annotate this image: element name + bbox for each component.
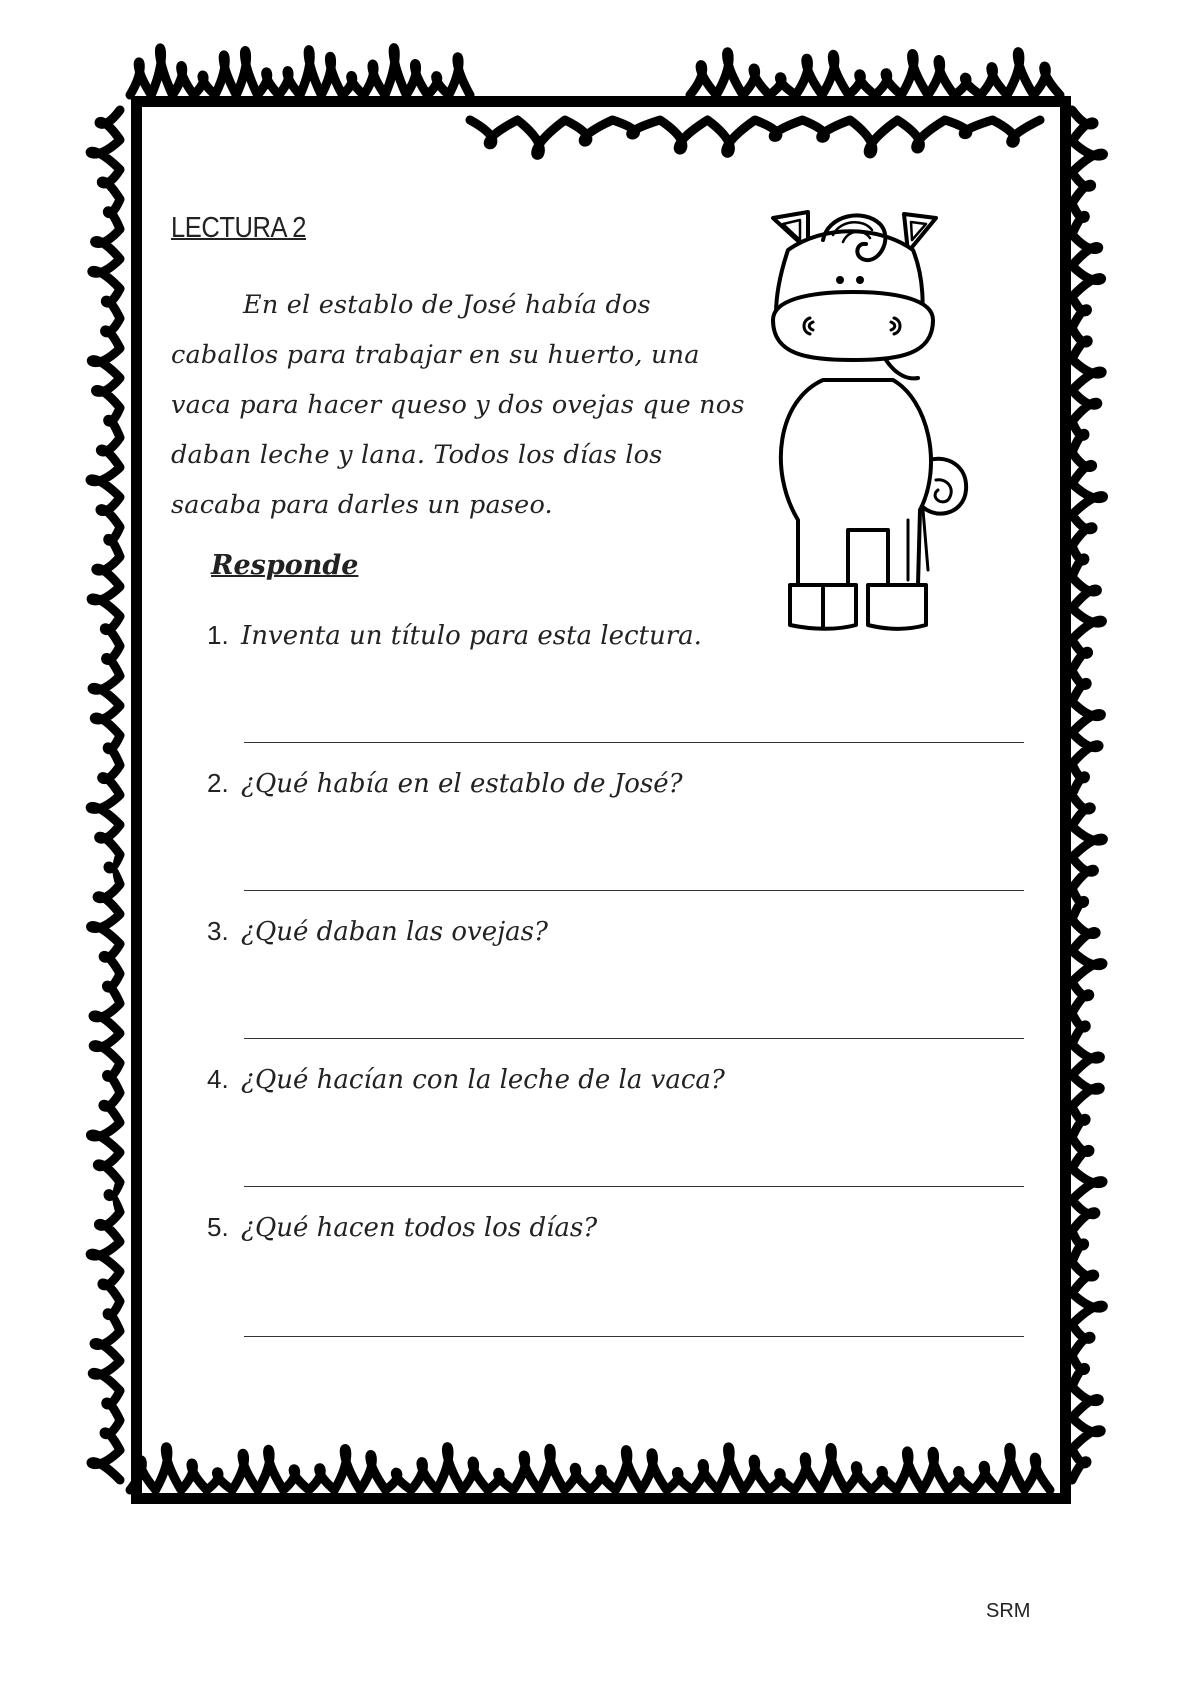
question-text: Inventa un título para esta lectura.: [241, 621, 702, 651]
question-text: ¿Qué había en el establo de José?: [241, 769, 683, 799]
horse-icon: [768, 210, 988, 635]
question-5: [207, 1212, 597, 1243]
answer-line-2[interactable]: [244, 890, 1024, 891]
question-number: 5.: [207, 1212, 229, 1242]
answer-line-3[interactable]: [244, 1038, 1024, 1039]
question-number: 4.: [207, 1064, 229, 1094]
question-2: [207, 768, 683, 799]
question-3: [207, 916, 548, 947]
question-4: [207, 1064, 725, 1095]
question-text: ¿Qué daban las ovejas?: [241, 917, 548, 947]
question-number: 1.: [207, 620, 229, 650]
answer-line-4[interactable]: [244, 1186, 1024, 1187]
reading-title: LECTURA 2: [171, 212, 307, 244]
question-1: [207, 620, 702, 651]
question-number: 2.: [207, 768, 229, 798]
reading-text: En el establo de José había dos caballos para trabajar en su huerto, una vaca para hacer queso y dos ovejas que nos daban leche y lana. Todos los días los sacaba para darles un paseo.: [171, 290, 745, 520]
question-number: 3.: [207, 916, 229, 946]
question-text: ¿Qué hacían con la leche de la vaca?: [241, 1065, 725, 1095]
author-initials: SRM: [986, 1600, 1031, 1622]
answer-line-1[interactable]: [244, 742, 1024, 743]
question-text: ¿Qué hacen todos los días?: [241, 1213, 598, 1243]
answer-line-5[interactable]: [244, 1336, 1024, 1337]
respond-heading: Responde: [211, 550, 359, 581]
